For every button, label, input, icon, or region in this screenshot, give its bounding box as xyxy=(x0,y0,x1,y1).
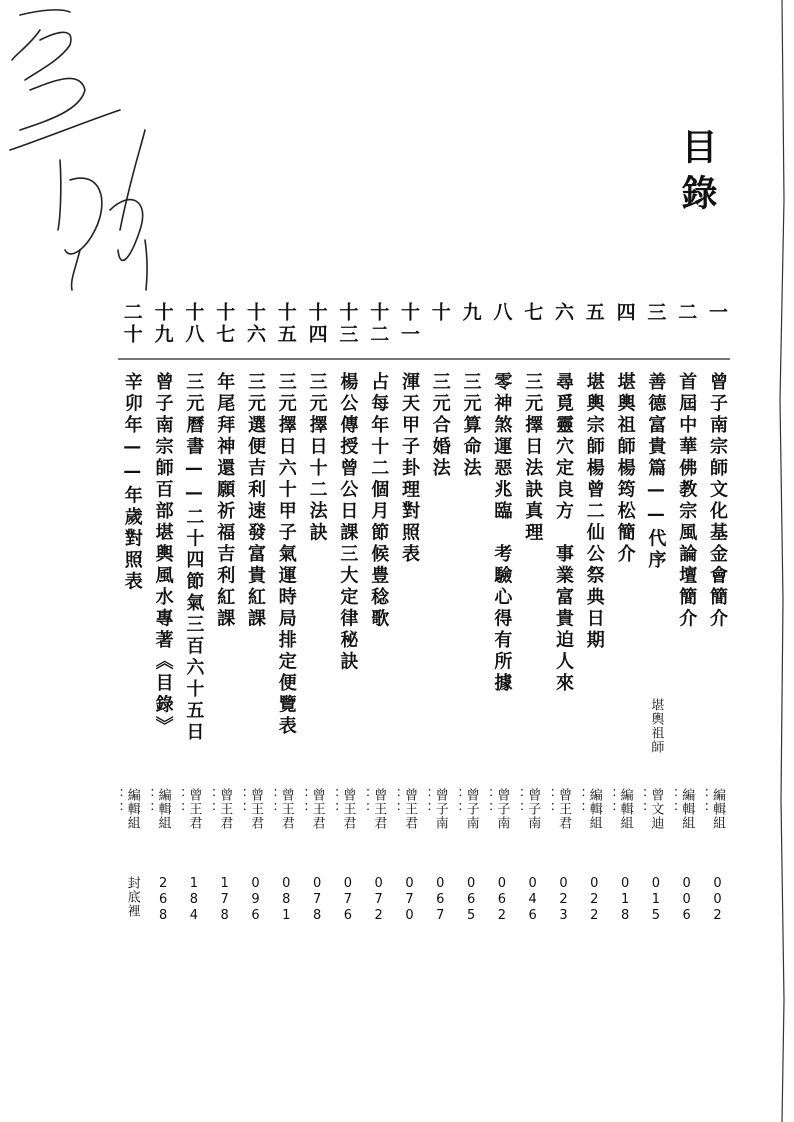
entry-page: 015 xyxy=(648,876,664,924)
entry-title: 渾天甲子卦理對照表 xyxy=(399,372,420,566)
entry-page: 096 xyxy=(248,876,263,924)
entry-page: 023 xyxy=(556,876,571,924)
dot-leader: ：： xyxy=(694,788,709,816)
entry-author xyxy=(447,788,479,830)
scan-border xyxy=(770,0,794,1122)
author-name: 曾王君 xyxy=(371,788,387,830)
dot-leader: ：： xyxy=(478,788,494,816)
entry-author xyxy=(232,788,263,830)
author-name: 曾王君 xyxy=(248,788,263,830)
entry-number: 十四 xyxy=(305,302,328,346)
entry-title: 零神煞運惡兆臨 考驗心得有所據 xyxy=(491,372,513,695)
author-name: 曾子南 xyxy=(494,788,510,830)
entry-number: 十八 xyxy=(182,302,205,346)
entry-author xyxy=(509,788,541,830)
entry-title: 年尾拜神還願祈福吉利紅課 xyxy=(214,372,236,630)
entry-page: 封底裡 xyxy=(124,876,140,918)
entry-author xyxy=(355,788,387,830)
entry-number: 四 xyxy=(613,302,636,324)
dot-leader: ：： xyxy=(386,788,401,816)
entry-title: 占每年十二個月節候豊稔歌 xyxy=(368,372,390,630)
entry-number: 七 xyxy=(521,302,544,324)
dot-leader: ：： xyxy=(324,788,340,816)
entry-page: 067 xyxy=(432,876,448,924)
dot-leader: ：： xyxy=(201,788,217,816)
entry-number: 六 xyxy=(552,302,574,324)
entry-number: 十一 xyxy=(398,302,420,346)
dot-leader: ：： xyxy=(139,788,155,816)
entry-author xyxy=(570,788,602,830)
dot-leader: ：： xyxy=(262,788,278,816)
handwritten-calligraphy xyxy=(0,0,200,300)
entry-page: 018 xyxy=(617,876,633,924)
entry-author xyxy=(478,788,510,830)
entry-number: 二 xyxy=(675,302,698,324)
entry-author xyxy=(663,788,695,830)
entry-title: 三元曆書——二十四節氣三百六十五日 xyxy=(183,372,205,744)
entry-page: 070 xyxy=(402,876,417,924)
dot-leader: ：： xyxy=(447,788,463,816)
author-name: 編輯組 xyxy=(586,788,602,830)
entry-page: 072 xyxy=(371,876,387,924)
entry-number: 十三 xyxy=(336,302,359,346)
entry-author xyxy=(262,788,294,830)
author-name: 曾王君 xyxy=(278,788,294,830)
entry-title: 尋覓靈穴定良方 事業富貴迫人來 xyxy=(553,372,574,695)
entry-number: 五 xyxy=(582,302,605,324)
entry-page: 081 xyxy=(278,876,294,924)
entry-page: 062 xyxy=(494,876,510,924)
dot-leader: ：： xyxy=(416,788,432,816)
entry-title: 三元擇日六十甲子氣運時局排定便覽表 xyxy=(275,372,297,738)
author-name: 曾王君 xyxy=(217,788,233,830)
entry-number: 三 xyxy=(644,302,667,324)
author-name: 編輯組 xyxy=(710,788,725,830)
entry-number: 九 xyxy=(459,302,482,324)
dot-leader: ：： xyxy=(632,788,648,816)
entry-title: 曾子南宗師文化基金會簡介 xyxy=(707,372,728,630)
author-name: 編輯組 xyxy=(617,788,633,830)
entry-number: 一 xyxy=(706,302,728,324)
dot-leader: ：： xyxy=(355,788,371,816)
entry-page: 078 xyxy=(309,876,325,924)
entry-title: 三元擇日十二法訣 xyxy=(306,372,328,544)
entry-title: 三元選便吉利速發富貴紅課 xyxy=(245,372,266,630)
entry-author xyxy=(201,788,233,830)
page-title: 目錄 xyxy=(676,128,717,220)
dot-leader: ：： xyxy=(170,788,186,816)
entry-author xyxy=(601,788,633,830)
entry-title: 辛卯年——年歲對照表 xyxy=(121,372,143,593)
entry-title: 善德富貴篇——代序 xyxy=(645,372,667,572)
entry-number: 八 xyxy=(490,302,513,324)
entry-page: 065 xyxy=(463,876,479,924)
entry-author xyxy=(386,788,417,830)
author-name: 編輯組 xyxy=(155,788,171,830)
divider xyxy=(118,358,730,360)
author-name: 曾王君 xyxy=(186,788,202,830)
entry-author xyxy=(632,788,664,830)
dot-leader: ：： xyxy=(509,788,525,816)
entry-title: 首屆中華佛教宗風論壇簡介 xyxy=(676,372,698,630)
entry-title: 曾子南宗師百部堪輿風水專著《目錄》 xyxy=(152,372,174,738)
author-name: 曾子南 xyxy=(463,788,479,830)
author-name: 曾王君 xyxy=(402,788,417,830)
entry-author xyxy=(324,788,356,830)
entry-title: 三元擇日法訣真理 xyxy=(522,372,544,544)
entry-page: 002 xyxy=(710,876,725,924)
entry-page: 022 xyxy=(586,876,602,924)
entry-page: 006 xyxy=(679,876,695,924)
entry-author xyxy=(170,788,202,830)
entry-author xyxy=(694,788,725,830)
entry-author xyxy=(139,788,171,830)
entry-title: 堪輿祖師楊筠松簡介 xyxy=(614,372,636,566)
entry-author xyxy=(108,788,140,830)
author-name: 曾子南 xyxy=(432,788,448,830)
entry-number: 十七 xyxy=(213,302,236,346)
author-name: 曾王君 xyxy=(556,788,571,830)
dot-leader: ：： xyxy=(232,788,247,816)
entry-page: 184 xyxy=(186,876,202,924)
author-name: 編輯組 xyxy=(679,788,695,830)
entry-number: 十六 xyxy=(244,302,266,346)
entry-author xyxy=(293,788,325,830)
entry-number: 二十 xyxy=(120,302,143,346)
entry-page: 046 xyxy=(525,876,541,924)
author-name: 曾王君 xyxy=(309,788,325,830)
author-name: 曾文迪 xyxy=(648,788,664,830)
dot-leader: ：： xyxy=(663,788,679,816)
author-name: 曾王君 xyxy=(340,788,356,830)
entry-author xyxy=(540,788,571,830)
entry-author xyxy=(416,788,448,830)
dot-leader: ：： xyxy=(540,788,555,816)
author-name: 編輯組 xyxy=(124,788,140,830)
dot-leader: ：： xyxy=(601,788,617,816)
entry-number: 十 xyxy=(428,302,451,324)
entry-page: 178 xyxy=(217,876,233,924)
entry-title: 三元算命法 xyxy=(460,372,482,480)
entry-title: 三元合婚法 xyxy=(429,372,451,480)
entry-page: 268 xyxy=(155,876,171,924)
author-name: 曾子南 xyxy=(525,788,541,830)
entry-page: 076 xyxy=(340,876,356,924)
entry-number: 十五 xyxy=(274,302,297,346)
entry-title: 楊公傳授曾公日課三大定律秘訣 xyxy=(337,372,359,673)
dot-leader: ：： xyxy=(108,788,124,816)
entry-number: 十二 xyxy=(367,302,390,346)
entry-title: 堪輿宗師楊曾二仙公祭典日期 xyxy=(583,372,605,652)
dot-leader: ：： xyxy=(293,788,309,816)
dot-leader: ：： xyxy=(570,788,586,816)
entry-author-prefix: 堪輿祖師 xyxy=(648,698,664,754)
entry-number: 十九 xyxy=(151,302,174,346)
